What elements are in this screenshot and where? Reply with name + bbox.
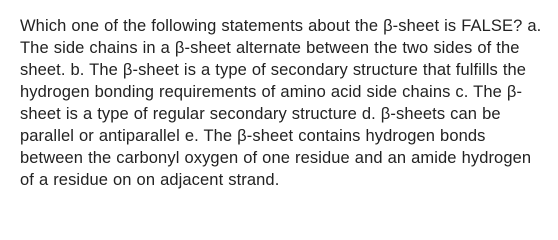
question-text: Which one of the following statements about the β-sheet is FALSE? a. The side chains in a β-sheet alternate between the two sides of the sheet. b. The β-sheet is a type of secondary structure that fulfills the hydrogen bonding requirements of amino acid side chains c. The β-sheet is a type of regular secondary structure d. β-sheets can be parallel or antiparallel e. The β-sheet contains hydrogen bonds between the carbonyl oxygen of one residue and an amide hydrogen of a residue on on adjacent strand. (20, 17, 542, 189)
